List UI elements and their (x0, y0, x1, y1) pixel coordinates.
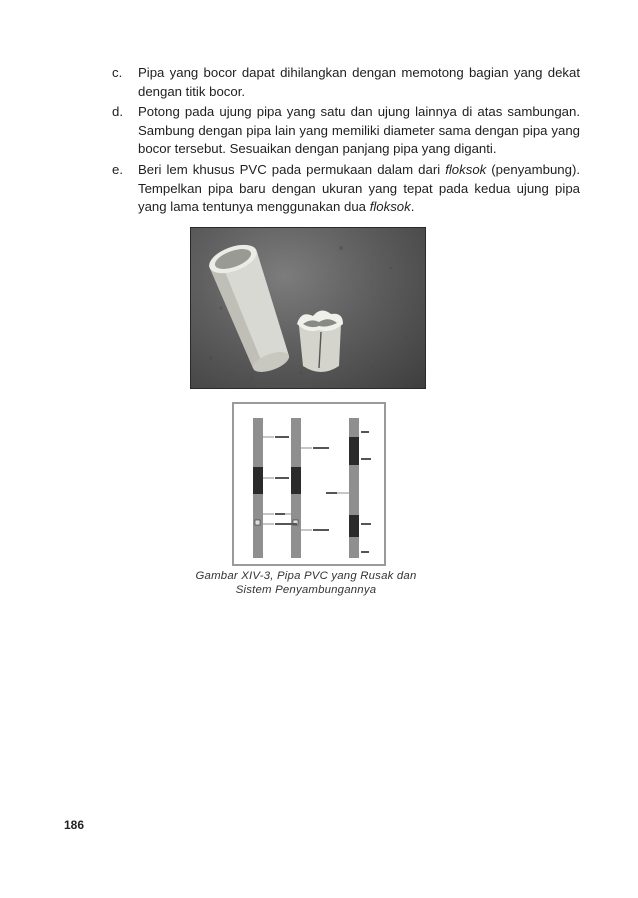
list-item-text: Pipa yang bocor dapat dihilangkan dengan memotong bagian yang dekat dengan titik bocor. (138, 65, 580, 99)
pipe-connection-diagram (232, 402, 386, 566)
list-letter: d. (112, 104, 123, 120)
pvc-pipe-illustration (191, 228, 425, 388)
pipe-tall (205, 239, 291, 376)
term-floksok: floksok (369, 199, 411, 215)
text-segment: Beri lem khusus PVC pada permukaan dalam dari (138, 161, 446, 177)
diagram-illustration (234, 404, 384, 564)
pipe-broken (297, 310, 343, 372)
list-item-c (112, 64, 580, 101)
instruction-list (112, 64, 580, 219)
list-item-d (112, 103, 580, 159)
text-segment: . (410, 199, 415, 215)
list-item-text (138, 161, 580, 217)
figure-caption (180, 570, 432, 597)
caption-line-1: Gambar XIV-3, Pipa PVC yang Rusak dan (195, 570, 417, 582)
diagram-leak-section (291, 467, 301, 494)
diagram-leak-section (253, 467, 263, 494)
list-letter: c. (112, 65, 123, 80)
list-item-text: Potong pada ujung pipa yang satu dan ujung lainnya di atas sambungan. Sambung dengan pipa lain yang memiliki diameter sama dengan pipa yang bocor tersebut. Sesuaikan dengan panjang pipa yang diganti. (138, 104, 580, 157)
list-letter: e. (112, 161, 123, 177)
term-floksok: floksok (445, 161, 487, 177)
list-item-e (112, 161, 580, 217)
diagram-connector (349, 515, 359, 537)
pvc-pipe-photo (190, 227, 426, 389)
page-number: 186 (64, 818, 85, 832)
caption-line-2: Sistem Penyambungannya (235, 583, 377, 596)
text-segment: (penyambung). Tempelkan pipa baru dengan ukuran yang tepat pada kedua ujung pipa yang lama tentunya menggunakan dua (138, 161, 580, 215)
diagram-connector (349, 437, 359, 465)
